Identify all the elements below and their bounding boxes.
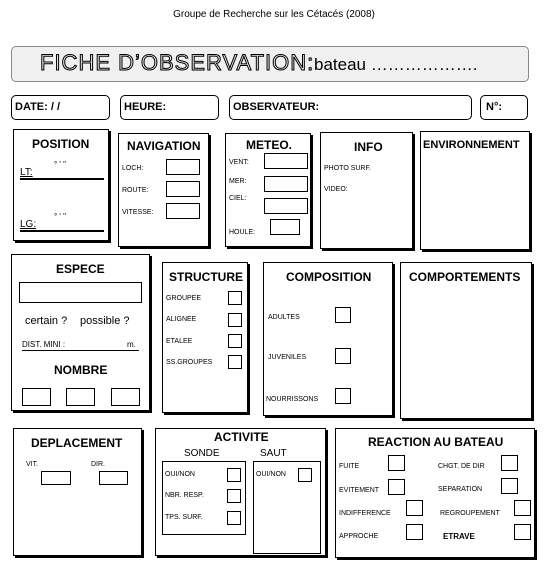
vit-input[interactable]	[41, 471, 71, 485]
date-field[interactable]	[11, 95, 110, 120]
juveniles-label: JUVENILES	[268, 354, 307, 361]
vitesse-label: VITESSE:	[122, 209, 154, 216]
nombre-best-input[interactable]	[66, 388, 95, 406]
ssgroupes-checkbox[interactable]	[228, 355, 242, 369]
reaction-section	[335, 428, 535, 558]
chgt-dir-checkbox[interactable]	[501, 455, 518, 471]
lt-dms: ° ' "	[54, 160, 67, 169]
route-input[interactable]	[166, 181, 200, 197]
dist-line[interactable]	[22, 350, 139, 351]
form-subtitle: bateau ……………….	[314, 55, 478, 74]
groupee-checkbox[interactable]	[228, 291, 242, 305]
etalee-label: ETALEE	[166, 338, 193, 345]
info-title: INFO	[354, 140, 383, 154]
nourrissons-label: NOURRISSONS	[266, 396, 319, 403]
photo-label: PHOTO SURF.	[324, 165, 371, 172]
tps-surf-label: TPS. SURF.	[165, 514, 203, 521]
form-title: FICHE D’OBSERVATION:	[40, 50, 315, 75]
dist-label: DIST. MINI :	[22, 340, 66, 349]
alignee-label: ALIGNEE	[166, 316, 197, 323]
info-section	[320, 132, 413, 249]
ciel-input[interactable]	[264, 198, 308, 214]
nbr-resp-label: NBR. RESP.	[165, 492, 204, 499]
juveniles-checkbox[interactable]	[335, 348, 351, 364]
comportements-section[interactable]	[400, 262, 532, 419]
lg-label: LG:	[20, 219, 37, 230]
espece-title: ESPECE	[56, 262, 105, 276]
sonde-ouinon-checkbox[interactable]	[227, 468, 241, 482]
dist-unit: m.	[127, 340, 136, 349]
espece-input[interactable]	[19, 282, 142, 303]
tps-surf-input[interactable]	[227, 511, 241, 525]
lg-dms: ° ' "	[54, 212, 67, 221]
meteo-title: METEO.	[246, 138, 293, 152]
separation-label: SEPARATION	[438, 486, 483, 493]
indifference-label: INDIFFERENCE	[339, 510, 391, 517]
ciel-label: CIEL:	[229, 195, 247, 202]
dir-input[interactable]	[99, 471, 128, 485]
houle-label: HOULE:	[229, 229, 256, 236]
sonde-box	[162, 461, 246, 535]
lt-line[interactable]	[20, 178, 104, 180]
composition-title: COMPOSITION	[286, 270, 372, 284]
evitement-label: EVITEMENT	[339, 487, 380, 494]
mer-label: MER:	[229, 178, 247, 185]
etalee-checkbox[interactable]	[228, 334, 242, 348]
approche-label: APPROCHE	[339, 533, 379, 540]
etrave-checkbox[interactable]	[514, 524, 531, 540]
nbr-resp-input[interactable]	[227, 489, 241, 503]
organization-header: Groupe de Recherche sur les Cétacés (2008)	[173, 9, 375, 20]
regroupement-label: REGROUPEMENT	[440, 510, 500, 517]
sonde-label: SONDE	[184, 448, 220, 459]
saut-label: SAUT	[260, 448, 287, 459]
adultes-checkbox[interactable]	[335, 307, 351, 323]
separation-checkbox[interactable]	[501, 478, 518, 494]
environnement-section[interactable]	[420, 131, 530, 250]
position-title: POSITION	[32, 137, 90, 151]
adultes-label: ADULTES	[268, 314, 300, 321]
deplacement-section	[13, 428, 142, 556]
meteo-section	[225, 133, 311, 247]
vent-input[interactable]	[264, 153, 308, 169]
observateur-label: OBSERVATEUR:	[233, 101, 320, 113]
structure-section	[162, 262, 248, 413]
espece-section	[11, 254, 150, 411]
vitesse-input[interactable]	[166, 203, 200, 219]
comportements-title: COMPORTEMENTS	[409, 270, 521, 284]
nombre-title: NOMBRE	[54, 363, 108, 377]
fuite-checkbox[interactable]	[388, 455, 405, 471]
navigation-section	[118, 133, 209, 247]
ssgroupes-label: SS.GROUPES	[166, 359, 213, 366]
houle-input[interactable]	[270, 219, 300, 235]
certain-option[interactable]: certain ?	[25, 315, 68, 327]
environnement-title: ENVIRONNEMENT	[423, 139, 520, 151]
lg-line[interactable]	[20, 230, 104, 232]
composition-section	[263, 262, 393, 416]
lt-label: LT:	[20, 167, 33, 178]
numero-field[interactable]	[480, 95, 528, 120]
alignee-checkbox[interactable]	[228, 313, 242, 327]
position-section	[13, 129, 109, 241]
possible-option[interactable]: possible ?	[80, 315, 130, 327]
mer-input[interactable]	[264, 176, 308, 192]
fuite-label: FUITE	[339, 463, 360, 470]
regroupement-checkbox[interactable]	[514, 500, 531, 516]
groupee-label: GROUPEE	[166, 295, 202, 302]
chgt-dir-label: CHGT. DE DIR	[438, 463, 485, 470]
numero-label: N°:	[486, 101, 503, 113]
activite-section	[155, 428, 326, 556]
nombre-max-input[interactable]	[111, 388, 140, 406]
loch-input[interactable]	[166, 159, 200, 175]
structure-title: STRUCTURE	[169, 270, 243, 284]
title-banner	[11, 46, 529, 82]
nombre-min-input[interactable]	[22, 388, 51, 406]
saut-ouinon-label: OUI/NON	[256, 471, 286, 478]
vit-label: VIT.	[26, 461, 39, 468]
sonde-ouinon-label: OUI/NON	[165, 471, 195, 478]
route-label: ROUTE:	[122, 187, 149, 194]
heure-field[interactable]	[120, 95, 219, 120]
deplacement-title: DEPLACEMENT	[31, 436, 123, 450]
heure-label: HEURE:	[124, 101, 167, 113]
indifference-checkbox[interactable]	[406, 500, 423, 516]
reaction-title: REACTION AU BATEAU	[368, 435, 504, 449]
loch-label: LOCH:	[122, 165, 144, 172]
nourrissons-checkbox[interactable]	[335, 388, 351, 404]
dir-label: DIR.	[91, 461, 105, 468]
video-label: VIDEO:	[324, 186, 348, 193]
date-label: DATE: / /	[15, 101, 61, 113]
saut-ouinon-checkbox[interactable]	[298, 468, 312, 482]
navigation-title: NAVIGATION	[127, 139, 201, 153]
observateur-field[interactable]	[229, 95, 472, 120]
evitement-checkbox[interactable]	[388, 479, 405, 495]
etrave-label: ETRAVE	[443, 532, 475, 541]
approche-checkbox[interactable]	[406, 524, 423, 540]
vent-label: VENT:	[229, 159, 249, 166]
activite-title: ACTIVITE	[214, 430, 269, 444]
saut-box	[253, 461, 321, 554]
